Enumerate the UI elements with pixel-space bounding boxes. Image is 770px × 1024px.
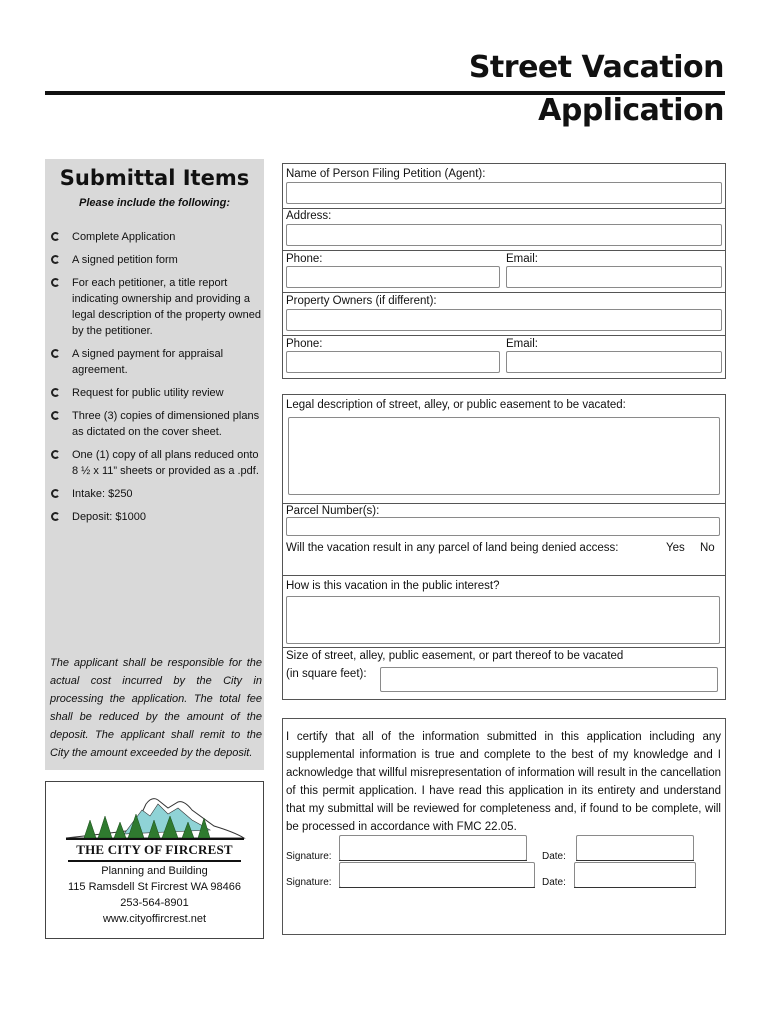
property-owners-field[interactable] (286, 309, 722, 331)
access-no-option[interactable]: No (700, 542, 715, 554)
logo-underline (68, 860, 241, 862)
divider (283, 250, 725, 251)
submittal-items-title: Submittal Items (59, 166, 250, 190)
date-label-1: Date: (542, 851, 566, 862)
circle-bullet-icon[interactable] (51, 512, 60, 521)
parcel-number-label: Parcel Number(s): (286, 505, 380, 517)
vacation-details-section (282, 394, 726, 700)
agent-name-field[interactable] (286, 182, 722, 204)
street-address: 115 Ramsdell St Fircrest WA 98466 (67, 881, 241, 893)
fee-responsibility-note: The applicant shall be responsible for the actual cost incurred by the City in processing the application. The total fee shall be reduced by the amount of the deposit. The applicant shall remit to the City the amount exceeded by the deposit. (50, 657, 262, 759)
website-url[interactable]: www.cityoffircrest.net (102, 913, 207, 925)
certification-statement: I certify that all of the information submitted in this application including any supplemental information is true and complete to the best of my knowledge and I acknowledge that willful misrepresentation of information will result in the cancellation of this permit application. I have read this application in its entirety and understand that my submittal will be reviewed for completeness and, if found to be complete, will be processed in accordance with FMC 22.05. (286, 731, 721, 833)
circle-bullet-icon[interactable] (51, 255, 60, 264)
applicant-info-section (282, 163, 726, 379)
signature-field-2[interactable] (339, 862, 535, 888)
date-field-1[interactable] (576, 835, 694, 861)
page-title-line2: Application (538, 93, 724, 128)
signature-label-1: Signature: (286, 851, 332, 862)
submittal-items-list (51, 229, 263, 532)
submittal-items-subtitle: Please include the following: (79, 197, 230, 209)
owner-phone-label: Phone: (286, 338, 323, 350)
signature-label-2: Signature: (286, 877, 332, 888)
phone-number: 253-564-8901 (120, 897, 189, 909)
signature-line-1 (339, 860, 527, 861)
list-item: Request for public utility review (51, 385, 263, 401)
phone-field[interactable] (286, 266, 500, 288)
public-interest-label: How is this vacation in the public interest? (286, 580, 500, 592)
page-title-line1: Street Vacation (468, 50, 724, 85)
address-label: Address: (286, 210, 332, 222)
list-item: A signed payment for appraisal agreement. (51, 346, 263, 378)
list-item: One (1) copy of all plans reduced onto 8 ½ x 11” sheets or provided as a .pdf. (51, 447, 263, 479)
public-interest-field[interactable] (286, 596, 720, 644)
divider (283, 292, 725, 293)
submittal-items-panel (45, 159, 264, 770)
date-field-2[interactable] (574, 862, 696, 888)
owner-phone-field[interactable] (286, 351, 500, 373)
date-line-2 (574, 887, 696, 888)
signature-field-1[interactable] (339, 835, 527, 861)
owner-email-field[interactable] (506, 351, 722, 373)
size-square-feet-field[interactable] (380, 667, 718, 692)
circle-bullet-icon[interactable] (51, 411, 60, 420)
address-field[interactable] (286, 224, 722, 246)
circle-bullet-icon[interactable] (51, 450, 60, 459)
list-item: For each petitioner, a title report indicating ownership and providing a legal description of the property owned by the petitioner. (51, 275, 263, 339)
circle-bullet-icon[interactable] (51, 232, 60, 241)
circle-bullet-icon[interactable] (51, 388, 60, 397)
property-owners-label: Property Owners (if different): (286, 295, 437, 307)
divider (283, 335, 725, 336)
divider (283, 575, 725, 576)
list-item: Complete Application (51, 229, 263, 245)
size-unit-label: (in square feet): (286, 668, 367, 680)
signature-line-2 (339, 887, 535, 888)
parcel-number-field[interactable] (286, 517, 720, 536)
phone-label: Phone: (286, 253, 323, 265)
owner-email-label: Email: (506, 338, 538, 350)
legal-description-label: Legal description of street, alley, or public easement to be vacated: (286, 399, 626, 411)
list-item: Three (3) copies of dimensioned plans as dictated on the cover sheet. (51, 408, 263, 440)
list-item: Intake: $250 (51, 486, 263, 502)
agent-label: Name of Person Filing Petition (Agent): (286, 168, 486, 180)
date-line-1 (576, 860, 694, 861)
access-yes-option[interactable]: Yes (666, 542, 685, 554)
certification-section (282, 718, 726, 935)
list-item: A signed petition form (51, 252, 263, 268)
legal-description-field[interactable] (288, 417, 720, 495)
divider (283, 208, 725, 209)
circle-bullet-icon[interactable] (51, 278, 60, 287)
department-name: Planning and Building (101, 865, 208, 877)
list-item: Deposit: $1000 (51, 509, 263, 525)
city-name: THE CITY OF FIRCREST (76, 842, 233, 857)
size-label: Size of street, alley, public easement, or part thereof to be vacated (286, 650, 624, 662)
mountain-trees-logo-icon (64, 790, 246, 842)
divider (283, 503, 725, 504)
city-contact-box (45, 781, 264, 939)
denied-access-question: Will the vacation result in any parcel of land being denied access: (286, 542, 619, 554)
divider (283, 647, 725, 648)
circle-bullet-icon[interactable] (51, 349, 60, 358)
email-field[interactable] (506, 266, 722, 288)
email-label: Email: (506, 253, 538, 265)
date-label-2: Date: (542, 877, 566, 888)
circle-bullet-icon[interactable] (51, 489, 60, 498)
